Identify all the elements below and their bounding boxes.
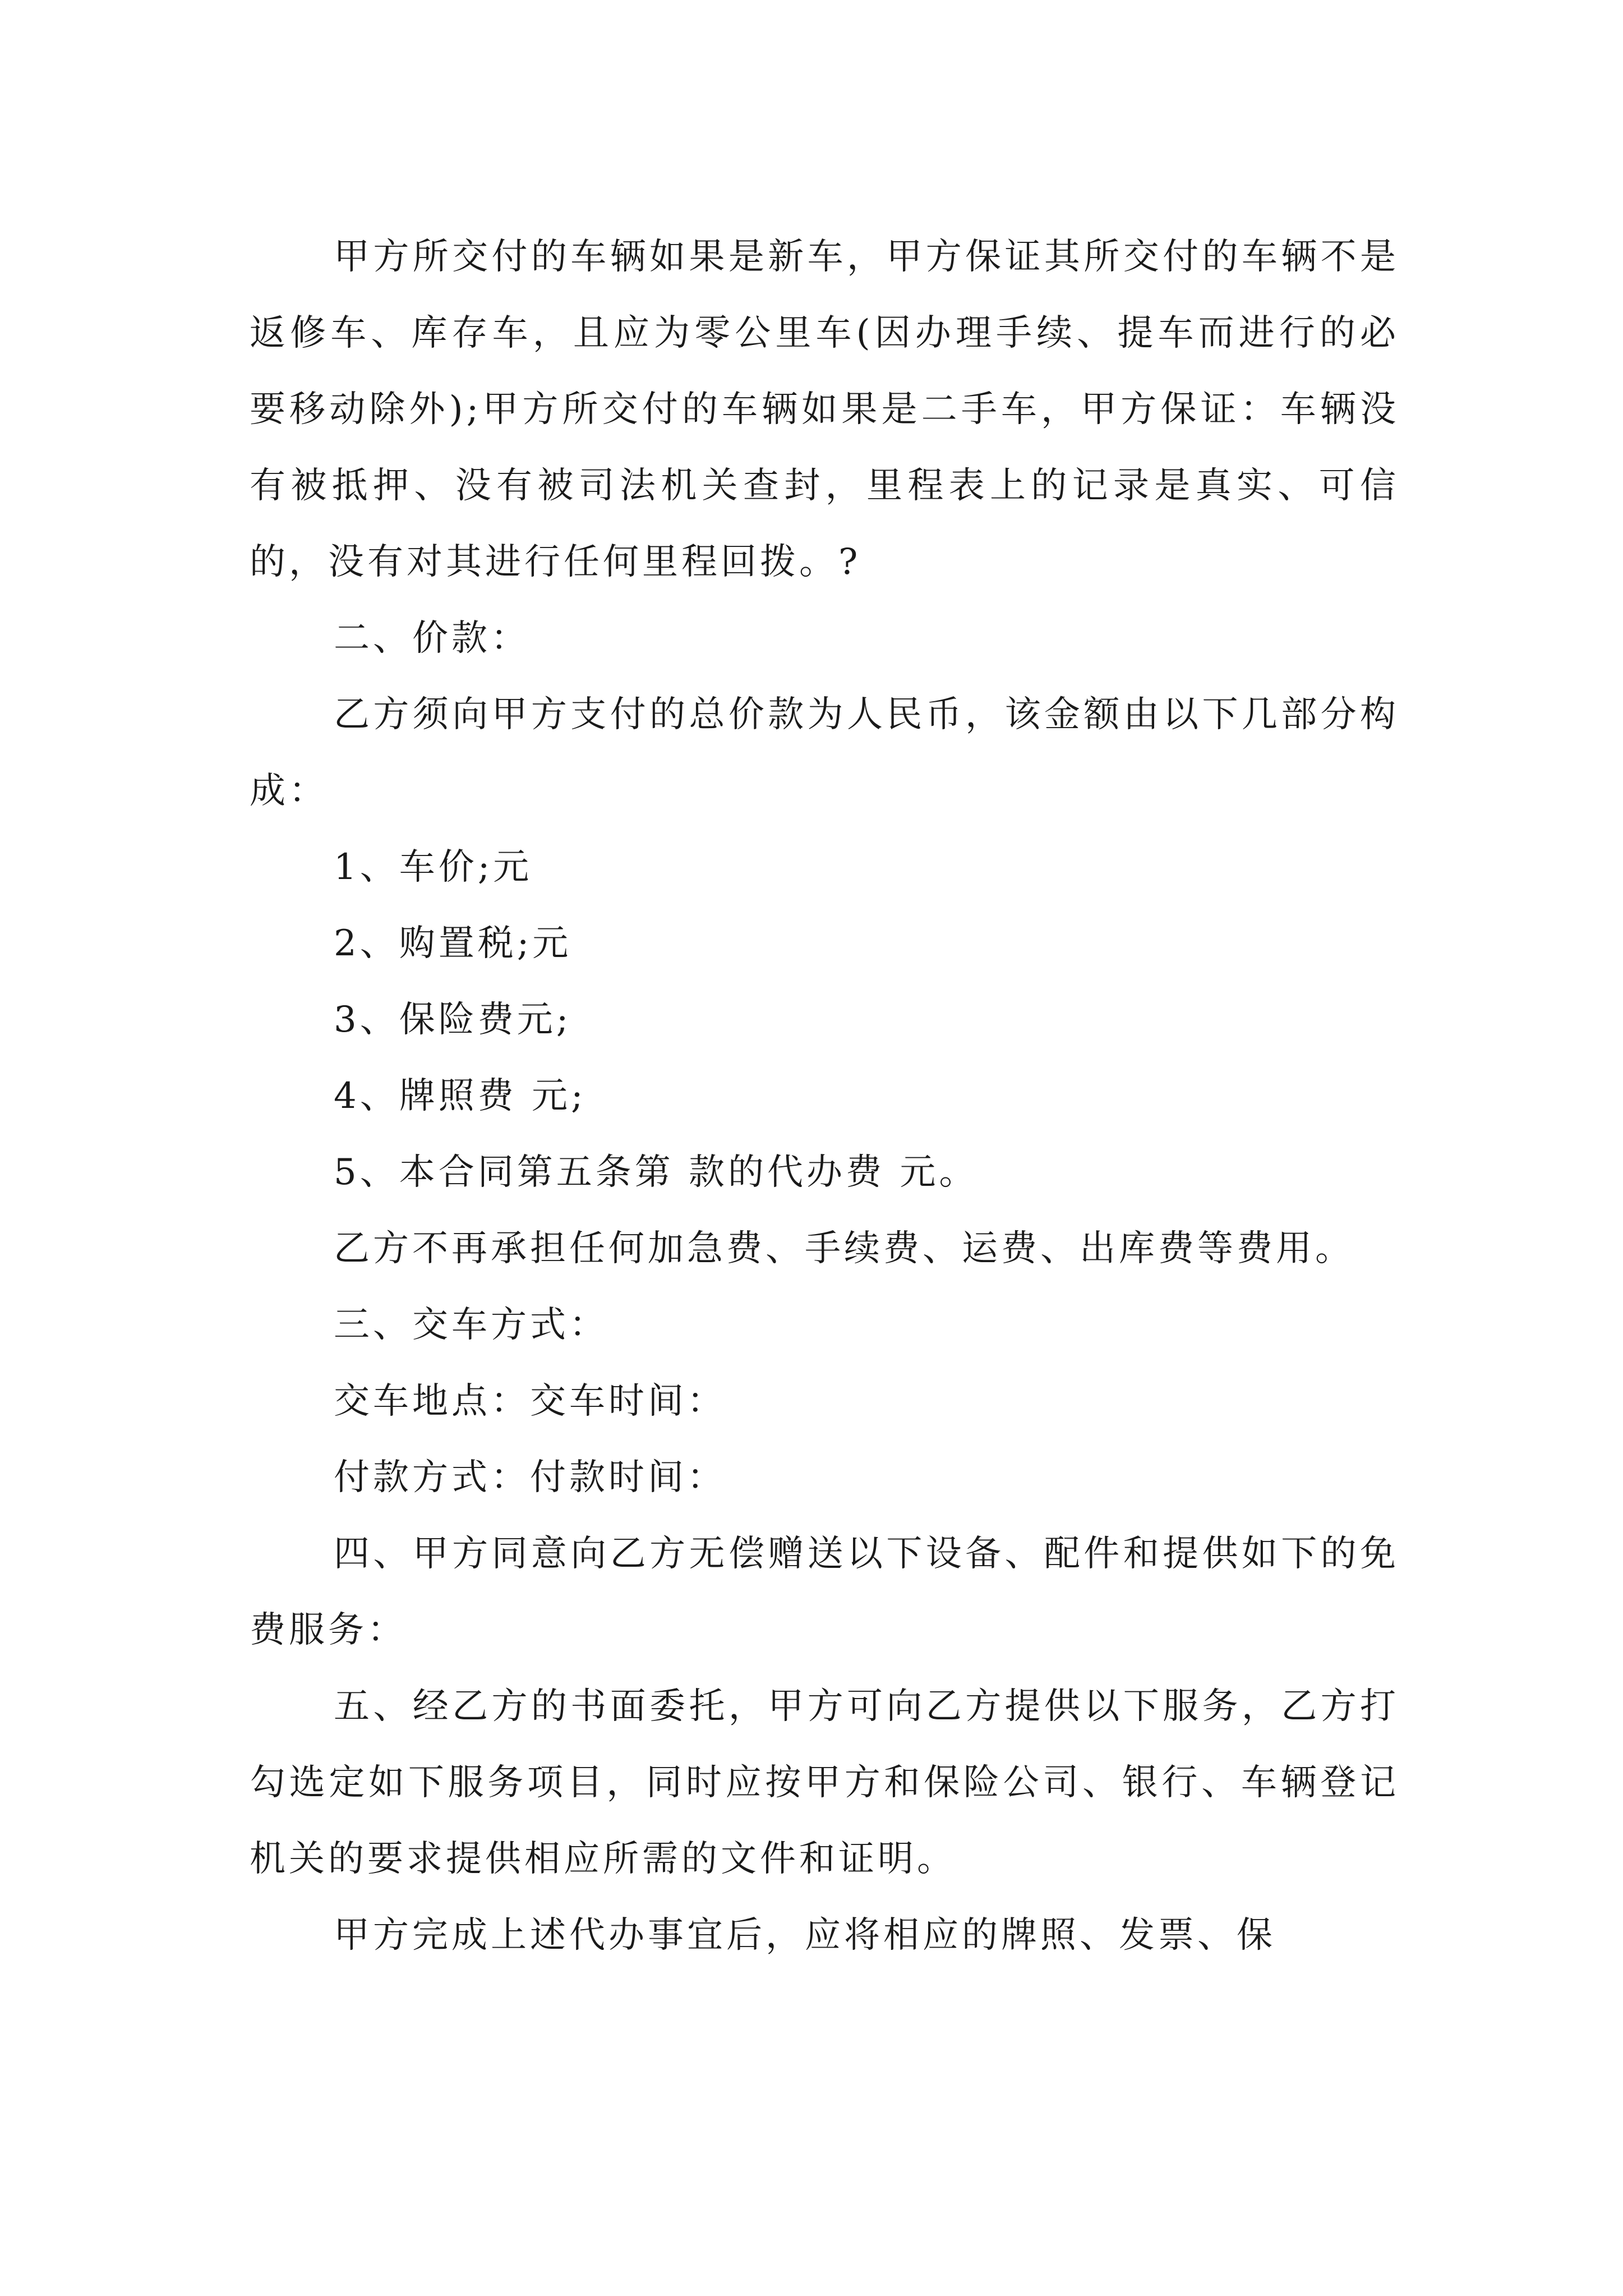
list-item-agency-fee: 5、本合同第五条第 款的代办费 元。 [334,1152,979,1193]
list-item-insurance-fee: 3、保险费元; [334,999,572,1041]
field-payment-method-time: 付款方式：付款时间： [334,1457,726,1498]
field-delivery-place-time: 交车地点：交车时间： [334,1381,726,1422]
section-heading-agency-services: 五、经乙方的书面委托，甲方可向乙方提供以下服务，乙方打勾选定如下服务项目，同时应按甲方和保险公司、银行、车辆登记机关的要求提供相应所需的文件和证明。 [250,1686,1399,1880]
list-item-purchase-tax: 2、购置税;元 [334,923,572,964]
paragraph-after-completion: 甲方完成上述代办事宜后，应将相应的牌照、发票、保 [334,1915,1276,1956]
list-item-license-fee: 4、牌照费 元; [334,1075,587,1117]
paragraph-vehicle-guarantee: 甲方所交付的车辆如果是新车，甲方保证其所交付的车辆不是返修车、库存车，且应为零公里车(因办理手续、提车而进行的必要移动除外);甲方所交付的车辆如果是二手车，甲方保证：车辆没有被抵押、没有被司法机关查封，里程表上的记录是真实、可信的，没有对其进行任何里程回拨。? [250,236,1399,583]
list-item-car-price: 1、车价;元 [334,846,533,888]
paragraph-no-extra-fees: 乙方不再承担任何加急费、手续费、运费、出库费等费用。 [334,1228,1354,1269]
section-heading-free-items: 四、甲方同意向乙方无偿赠送以下设备、配件和提供如下的免费服务： [250,1533,1399,1651]
section-heading-delivery: 三、交车方式： [334,1304,608,1346]
section-heading-price: 二、价款： [334,618,530,659]
paragraph-total-price: 乙方须向甲方支付的总价款为人民币，该金额由以下几部分构成： [250,694,1399,812]
document-body [250,219,1399,1973]
